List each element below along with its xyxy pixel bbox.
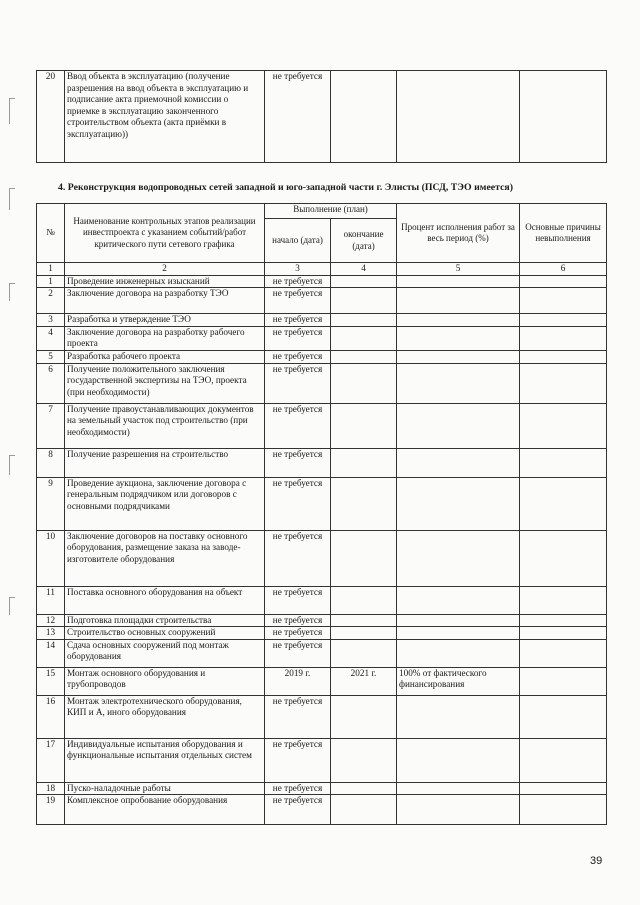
start-date: не требуется bbox=[265, 795, 331, 825]
table-row bbox=[37, 667, 607, 695]
row-number: 2 bbox=[37, 288, 65, 314]
start-date: не требуется bbox=[265, 477, 331, 530]
reasons bbox=[520, 363, 607, 403]
column-number: 2 bbox=[65, 263, 265, 276]
stage-name: Сдача основных сооружений под монтаж оборудования bbox=[65, 639, 265, 667]
row-number: 1 bbox=[37, 275, 65, 288]
previous-section-table bbox=[36, 70, 607, 163]
column-number: 6 bbox=[520, 263, 607, 276]
table-row bbox=[37, 695, 607, 738]
table-row bbox=[37, 275, 607, 288]
row-number: 6 bbox=[37, 363, 65, 403]
stage-name: Получение разрешения на строительство bbox=[65, 448, 265, 477]
column-number-row bbox=[37, 263, 607, 276]
percent-complete bbox=[397, 795, 520, 825]
table-row bbox=[37, 403, 607, 448]
row-number: 12 bbox=[37, 614, 65, 627]
start-date: 2019 г. bbox=[265, 667, 331, 695]
table-row bbox=[37, 326, 607, 350]
percent-complete bbox=[397, 477, 520, 530]
stage-name: Комплексное опробование оборудования bbox=[65, 795, 265, 825]
reasons bbox=[520, 627, 607, 640]
percent-complete bbox=[397, 627, 520, 640]
end-date bbox=[331, 350, 397, 363]
start-date: не требуется bbox=[265, 586, 331, 614]
header-num: № bbox=[37, 204, 65, 263]
percent-complete bbox=[397, 71, 520, 163]
end-date bbox=[331, 326, 397, 350]
start-date: не требуется bbox=[265, 363, 331, 403]
row-number: 10 bbox=[37, 530, 65, 586]
start-date: не требуется bbox=[265, 738, 331, 782]
percent-complete bbox=[397, 695, 520, 738]
start-date: не требуется bbox=[265, 782, 331, 795]
row-number: 11 bbox=[37, 586, 65, 614]
table-row bbox=[37, 795, 607, 825]
row-number: 17 bbox=[37, 738, 65, 782]
percent-complete bbox=[397, 738, 520, 782]
end-date bbox=[331, 586, 397, 614]
end-date bbox=[331, 363, 397, 403]
reasons bbox=[520, 614, 607, 627]
stage-name: Индивидуальные испытания оборудования и функциональные испытания отдельных систем bbox=[65, 738, 265, 782]
header-reasons: Основные причины невыполнения bbox=[520, 204, 607, 263]
end-date bbox=[331, 530, 397, 586]
end-date bbox=[331, 448, 397, 477]
start-date: не требуется bbox=[265, 627, 331, 640]
start-date: не требуется bbox=[265, 326, 331, 350]
start-date: не требуется bbox=[265, 530, 331, 586]
page-number: 39 bbox=[590, 855, 603, 867]
percent-complete bbox=[397, 403, 520, 448]
reasons bbox=[520, 403, 607, 448]
table-row bbox=[37, 288, 607, 314]
column-number: 3 bbox=[265, 263, 331, 276]
percent-complete bbox=[397, 639, 520, 667]
stage-name: Получение положительного заключения государственной экспертизы на ТЭО, проекта (при необходимости) bbox=[65, 363, 265, 403]
end-date bbox=[331, 627, 397, 640]
row-number: 9 bbox=[37, 477, 65, 530]
row-number: 3 bbox=[37, 314, 65, 327]
percent-complete bbox=[397, 782, 520, 795]
stage-name: Получение правоустанавливающих документов на земельный участок под строительство (при необходимости) bbox=[65, 403, 265, 448]
percent-complete bbox=[397, 614, 520, 627]
row-number: 5 bbox=[37, 350, 65, 363]
row-number: 15 bbox=[37, 667, 65, 695]
stage-name: Монтаж основного оборудования и трубопроводов bbox=[65, 667, 265, 695]
reasons bbox=[520, 782, 607, 795]
end-date bbox=[331, 614, 397, 627]
reasons bbox=[520, 275, 607, 288]
start-date: не требуется bbox=[265, 695, 331, 738]
end-date bbox=[331, 695, 397, 738]
table-row bbox=[37, 71, 607, 163]
reasons bbox=[520, 477, 607, 530]
reasons bbox=[520, 695, 607, 738]
reasons bbox=[520, 586, 607, 614]
percent-complete bbox=[397, 530, 520, 586]
table-row bbox=[37, 530, 607, 586]
stage-name: Разработка рабочего проекта bbox=[65, 350, 265, 363]
table-row bbox=[37, 586, 607, 614]
start-date: не требуется bbox=[265, 403, 331, 448]
start-date: не требуется bbox=[265, 350, 331, 363]
header-percent: Процент исполнения работ за весь период (%) bbox=[397, 204, 520, 263]
stage-name: Заключение договора на разработку ТЭО bbox=[65, 288, 265, 314]
table-row bbox=[37, 448, 607, 477]
table-row bbox=[37, 614, 607, 627]
end-date bbox=[331, 795, 397, 825]
row-number: 7 bbox=[37, 403, 65, 448]
start-date: не требуется bbox=[265, 288, 331, 314]
row-number: 16 bbox=[37, 695, 65, 738]
header-start: начало (дата) bbox=[265, 219, 331, 263]
stage-name: Строительство основных сооружений bbox=[65, 627, 265, 640]
start-date: не требуется bbox=[265, 71, 331, 163]
end-date bbox=[331, 288, 397, 314]
table-row bbox=[37, 627, 607, 640]
reasons bbox=[520, 326, 607, 350]
scan-edge-marks bbox=[0, 0, 22, 905]
start-date: не требуется bbox=[265, 639, 331, 667]
percent-complete bbox=[397, 326, 520, 350]
end-date bbox=[331, 314, 397, 327]
end-date bbox=[331, 639, 397, 667]
header-end: окончание (дата) bbox=[331, 219, 397, 263]
table-row bbox=[37, 350, 607, 363]
row-number: 14 bbox=[37, 639, 65, 667]
end-date bbox=[331, 403, 397, 448]
column-number: 1 bbox=[37, 263, 65, 276]
header-stage: Наименование контрольных этапов реализации инвестпроекта с указанием событий/работ критического пути сетевого графика bbox=[65, 204, 265, 263]
percent-complete bbox=[397, 275, 520, 288]
row-number: 13 bbox=[37, 627, 65, 640]
percent-complete bbox=[397, 314, 520, 327]
table-row bbox=[37, 639, 607, 667]
row-number: 4 bbox=[37, 326, 65, 350]
table-row bbox=[37, 738, 607, 782]
table-row bbox=[37, 477, 607, 530]
reasons bbox=[520, 795, 607, 825]
end-date bbox=[331, 71, 397, 163]
start-date: не требуется bbox=[265, 314, 331, 327]
start-date: не требуется bbox=[265, 614, 331, 627]
reasons bbox=[520, 639, 607, 667]
table-row bbox=[37, 782, 607, 795]
percent-complete bbox=[397, 350, 520, 363]
percent-complete bbox=[397, 363, 520, 403]
column-number: 4 bbox=[331, 263, 397, 276]
percent-complete bbox=[397, 288, 520, 314]
reasons bbox=[520, 448, 607, 477]
stage-name: Заключение договора на разработку рабочего проекта bbox=[65, 326, 265, 350]
stage-name: Подготовка площадки строительства bbox=[65, 614, 265, 627]
reasons bbox=[520, 288, 607, 314]
stage-name: Пуско-наладочные работы bbox=[65, 782, 265, 795]
reasons bbox=[520, 350, 607, 363]
stage-name: Разработка и утверждение ТЭО bbox=[65, 314, 265, 327]
header-execution-plan: Выполнение (план) bbox=[265, 204, 397, 219]
column-number: 5 bbox=[397, 263, 520, 276]
stage-name: Монтаж электротехнического оборудования, КИП и А, иного оборудования bbox=[65, 695, 265, 738]
percent-complete bbox=[397, 586, 520, 614]
start-date: не требуется bbox=[265, 448, 331, 477]
row-number: 20 bbox=[37, 71, 65, 163]
stage-name: Заключение договоров на поставку основного оборудования, размещение заказа на заводе-изготовителе оборудования bbox=[65, 530, 265, 586]
end-date: 2021 г. bbox=[331, 667, 397, 695]
reasons bbox=[520, 314, 607, 327]
row-number: 19 bbox=[37, 795, 65, 825]
stage-name: Проведение инженерных изысканий bbox=[65, 275, 265, 288]
row-number: 8 bbox=[37, 448, 65, 477]
header-row bbox=[37, 204, 607, 219]
table-row bbox=[37, 314, 607, 327]
section-heading: 4. Реконструкция водопроводных сетей западной и юго-западной части г. Элисты (ПСД, ТЭО имеется) bbox=[58, 182, 513, 193]
milestones-table bbox=[36, 203, 607, 825]
reasons bbox=[520, 71, 607, 163]
stage-name: Проведение аукциона, заключение договора с генеральным подрядчиком или договоров с основными подрядчиками bbox=[65, 477, 265, 530]
end-date bbox=[331, 738, 397, 782]
percent-complete: 100% от фактического финансирования bbox=[397, 667, 520, 695]
end-date bbox=[331, 477, 397, 530]
reasons bbox=[520, 530, 607, 586]
percent-complete bbox=[397, 448, 520, 477]
reasons bbox=[520, 667, 607, 695]
end-date bbox=[331, 782, 397, 795]
end-date bbox=[331, 275, 397, 288]
stage-name: Поставка основного оборудования на объект bbox=[65, 586, 265, 614]
stage-name: Ввод объекта в эксплуатацию (получение разрешения на ввод объекта в эксплуатацию и подписание акта приемочной комиссии о приемке в эксплуатацию законченного строительством объекта (акта приёмки в эксплуатацию)) bbox=[65, 71, 265, 163]
start-date: не требуется bbox=[265, 275, 331, 288]
table-row bbox=[37, 363, 607, 403]
row-number: 18 bbox=[37, 782, 65, 795]
reasons bbox=[520, 738, 607, 782]
